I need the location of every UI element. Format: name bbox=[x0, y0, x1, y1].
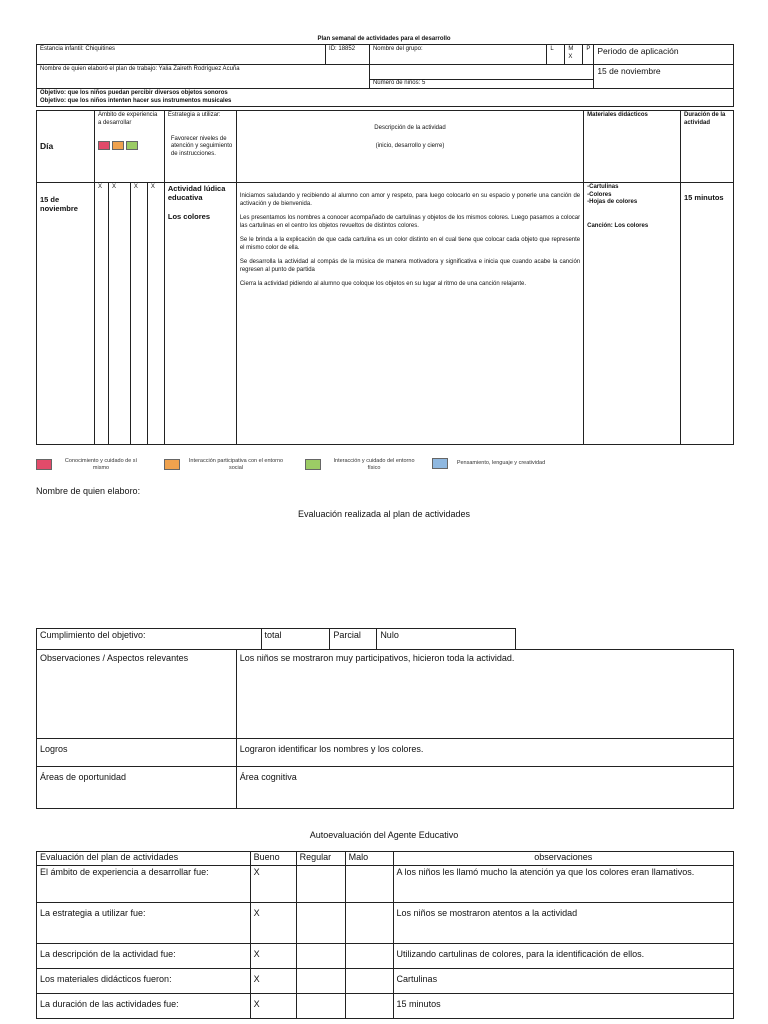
auto-row-obs: Los niños se mostraron atentos a la actividad bbox=[393, 903, 733, 944]
descripcion-header bbox=[236, 111, 583, 183]
auto-row-bueno: X bbox=[250, 944, 296, 969]
table-row bbox=[37, 903, 734, 944]
auto-title: Autoevaluación del Agente Educativo bbox=[309, 830, 459, 840]
plan-header-table bbox=[36, 44, 734, 107]
estrategia-label: Estrategia a utilizar: bbox=[167, 112, 221, 118]
legend-item-1 bbox=[36, 458, 142, 471]
plan-title: Plan semanal de actividades para el desarrollo bbox=[317, 36, 451, 42]
estrategia-header bbox=[164, 111, 236, 183]
pensamiento-icon bbox=[432, 458, 448, 469]
mx-cell bbox=[565, 45, 583, 65]
auto-row-malo bbox=[345, 903, 393, 944]
ninos-container bbox=[369, 65, 593, 89]
elaboro-cell: Nombre de quien elaboró el plan de trabajo: Yalia Zaireth Rodríguez Acuña bbox=[37, 65, 370, 89]
observaciones-label: Observaciones / Aspectos relevantes bbox=[37, 650, 237, 739]
periodo-label: Periodo de aplicación bbox=[594, 45, 734, 65]
desc-inicio: Iniciamos saludando y recibiendo al alumno con amor y respeto, para luego colocarlo en su espacio y ponerle una canción de activación y de bienvenida. bbox=[239, 193, 581, 207]
conocimiento-icon bbox=[98, 141, 110, 150]
mark-2: X bbox=[108, 183, 130, 445]
areas-value: Área cognitiva bbox=[236, 767, 733, 809]
p-cell: P bbox=[583, 45, 594, 65]
legend-item-4 bbox=[432, 458, 546, 469]
descripcion-label: Descripción de la actividad bbox=[374, 125, 446, 131]
auto-row-obs: 15 minutos bbox=[393, 994, 733, 1019]
auto-row-bueno: X bbox=[250, 903, 296, 944]
auto-header-malo: Malo bbox=[345, 852, 393, 866]
actividad-name: Actividad lúdica educativa bbox=[167, 184, 226, 202]
material-2: -Colores bbox=[587, 191, 612, 198]
auto-header-bueno: Bueno bbox=[250, 852, 296, 866]
auto-row-obs: Utilizando cartulinas de colores, para la identificación de ellos. bbox=[393, 944, 733, 969]
ambito-header-label: Ámbito de experiencia a desarrollar bbox=[97, 112, 158, 126]
areas-label: Áreas de oportunidad bbox=[37, 767, 237, 809]
descripcion-sub: (inicio, desarrollo y cierre) bbox=[375, 142, 445, 149]
ninos-cell: Número de niños: 5 bbox=[372, 80, 426, 86]
objetivos-cell bbox=[37, 89, 734, 107]
dia-header: Día bbox=[37, 111, 95, 183]
ambito-icons bbox=[98, 141, 161, 151]
evaluacion-title: Evaluación realizada al plan de actividades bbox=[297, 509, 471, 519]
duracion-cell: 15 minutos bbox=[681, 183, 734, 445]
mark-4: X bbox=[147, 183, 164, 445]
material-3: -Hojas de colores bbox=[587, 199, 638, 205]
mark-1: X bbox=[94, 183, 108, 445]
objetivo-2: Objetivo: que los niños intenten hacer sus instrumentos musicales bbox=[40, 97, 232, 104]
auto-row-label: La duración de las actividades fue: bbox=[37, 994, 251, 1019]
conocimiento-icon bbox=[36, 459, 52, 470]
materiales-cell bbox=[584, 183, 681, 445]
cumplimiento-table bbox=[36, 628, 516, 650]
legend-item-2 bbox=[164, 458, 284, 471]
grupo-cell: Nombre del grupo: bbox=[369, 45, 546, 65]
table-row bbox=[37, 994, 734, 1019]
estrategia-detail: Favorecer niveles de atención y seguimiento de instrucciones. bbox=[170, 135, 233, 157]
activity-table bbox=[36, 110, 734, 445]
auto-row-malo bbox=[345, 866, 393, 903]
logros-value: Lograron identificar los nombres y los colores. bbox=[236, 739, 733, 767]
auto-row-regular bbox=[296, 969, 345, 994]
auto-header-evaluacion: Evaluación del plan de actividades bbox=[37, 852, 251, 866]
auto-row-obs: A los niños les llamó mucho la atención ya que los colores eran llamativos. bbox=[393, 866, 733, 903]
auto-row-label: La estrategia a utilizar fue: bbox=[37, 903, 251, 944]
auto-row-obs: Cartulinas bbox=[393, 969, 733, 994]
actividad-sub: Los colores bbox=[167, 212, 210, 221]
auto-row-malo bbox=[345, 994, 393, 1019]
legend-label-4: Pensamiento, lenguaje y creatividad bbox=[456, 460, 546, 467]
objetivo-1: Objetivo: que los niños puedan percibir diversos objetos sonoros bbox=[40, 90, 228, 96]
legend-label-1: Conocimiento y cuidado de sí mismo bbox=[64, 458, 138, 471]
total-label: total bbox=[261, 629, 330, 650]
auto-header-regular: Regular bbox=[296, 852, 345, 866]
auto-row-regular bbox=[296, 903, 345, 944]
actividad-cell bbox=[164, 183, 236, 445]
descripcion-cell bbox=[236, 183, 583, 445]
auto-row-malo bbox=[345, 944, 393, 969]
ambito-header bbox=[94, 111, 164, 183]
material-1: -Cartulinas bbox=[587, 184, 619, 190]
entorno-fisico-icon bbox=[305, 459, 321, 470]
legend-label-2: Interacción participativa con el entorno social bbox=[188, 458, 284, 471]
l-cell: L bbox=[547, 45, 565, 65]
desc-cierre: Cierra la actividad pidiendo al alumno que coloque los objetos en su lugar al ritmo de una canción relajante. bbox=[239, 281, 527, 287]
desc-explicacion: Se le brinda a la explicación de que cada cartulina es un color distinto en el cual tiene que colocar cada objeto que represente el mismo color de ella. bbox=[239, 237, 581, 251]
autoevaluacion-table bbox=[36, 851, 734, 1019]
desc-desarrollo: Se desarrolla la actividad al compás de la música de manera motivadora y significativa e inicia que cuando acabe la canción regresen al punto de partida bbox=[239, 259, 581, 273]
auto-row-label: La descripción de la actividad fue: bbox=[37, 944, 251, 969]
auto-row-regular bbox=[296, 994, 345, 1019]
desc-presentacion: Les presentamos los nombres a conocer acompañado de cartulinas y objetos de los mismos colores. Luego pasamos a colocar las cartulinas en el centro los objetos revueltos de distintos colores. bbox=[239, 215, 581, 229]
table-row bbox=[37, 969, 734, 994]
periodo-value: 15 de noviembre bbox=[594, 65, 734, 89]
auto-row-bueno: X bbox=[250, 969, 296, 994]
evaluacion-table bbox=[36, 649, 734, 809]
estancia-cell: Estancia infantil: Chiquitines bbox=[37, 45, 326, 65]
row-dia: 15 de noviembre bbox=[37, 183, 95, 445]
duracion-header: Duración de la actividad bbox=[681, 111, 734, 183]
mark-3: X bbox=[130, 183, 147, 445]
x-label: X bbox=[568, 53, 573, 60]
quien-elaboro: Nombre de quien elaboro: bbox=[36, 486, 141, 496]
auto-row-label: Los materiales didácticos fueron: bbox=[37, 969, 251, 994]
interaccion-social-icon bbox=[164, 459, 180, 470]
legend-label-3: Interacción y cuidado del entorno físico bbox=[333, 458, 415, 471]
auto-row-malo bbox=[345, 969, 393, 994]
auto-row-bueno: X bbox=[250, 866, 296, 903]
cumplimiento-label: Cumplimiento del objetivo: bbox=[37, 629, 262, 650]
auto-row-label: El ámbito de experiencia a desarrollar fue: bbox=[37, 866, 251, 903]
id-cell: ID: 18852 bbox=[326, 45, 370, 65]
observaciones-value: Los niños se mostraron muy participativos, hicieron toda la actividad. bbox=[236, 650, 733, 739]
entorno-fisico-icon bbox=[126, 141, 138, 150]
cancion: Canción: Los colores bbox=[587, 222, 649, 229]
legend-item-3 bbox=[305, 458, 419, 471]
auto-row-regular bbox=[296, 866, 345, 903]
parcial-label: Parcial bbox=[330, 629, 377, 650]
m-label: M bbox=[568, 46, 574, 52]
logros-label: Logros bbox=[37, 739, 237, 767]
auto-row-bueno: X bbox=[250, 994, 296, 1019]
nulo-label: Nulo bbox=[377, 629, 516, 650]
table-row bbox=[37, 944, 734, 969]
table-row bbox=[37, 866, 734, 903]
auto-row-regular bbox=[296, 944, 345, 969]
interaccion-social-icon bbox=[112, 141, 124, 150]
materiales-header: Materiales didácticos bbox=[584, 111, 681, 183]
auto-header-observaciones: observaciones bbox=[393, 852, 733, 866]
